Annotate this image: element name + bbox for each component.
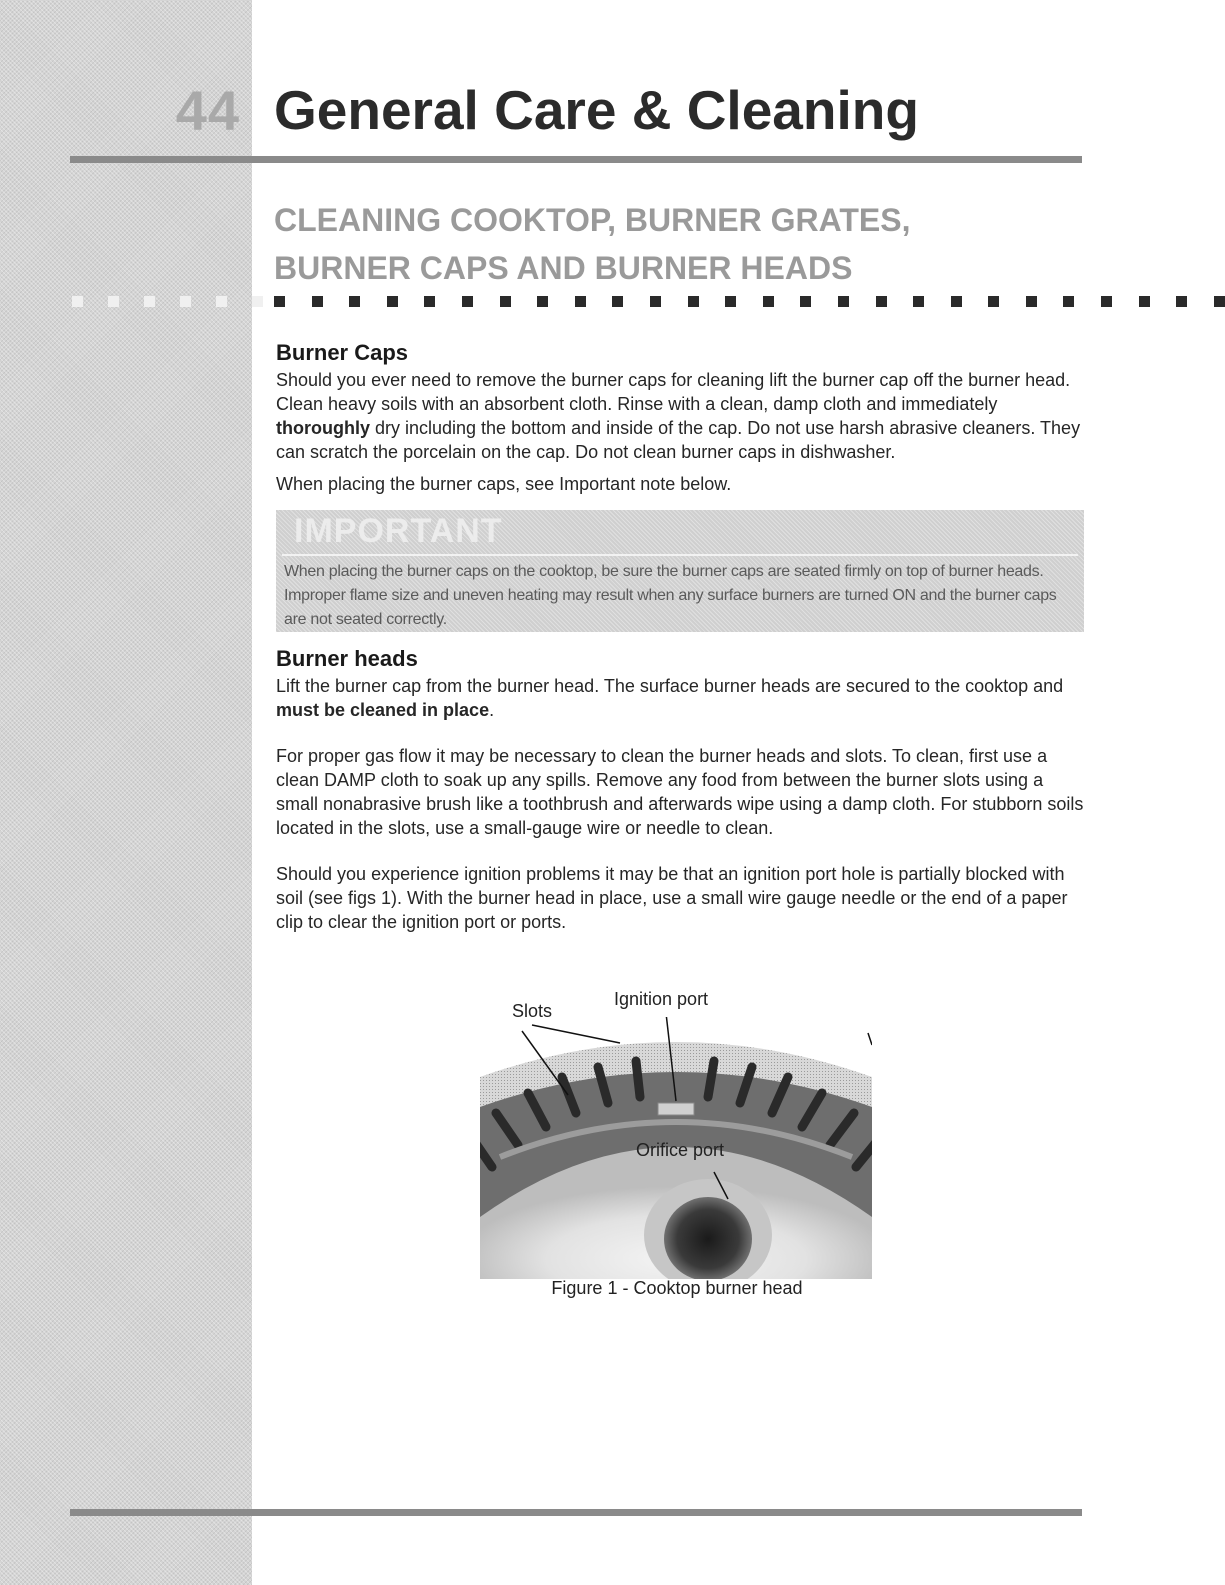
divider-dot xyxy=(612,296,623,307)
header-rule xyxy=(70,156,1082,163)
burner-caps-note: When placing the burner caps, see Important note below. xyxy=(276,474,732,494)
figure-caption: Figure 1 - Cooktop burner head xyxy=(551,1278,803,1298)
divider-dot xyxy=(252,296,263,307)
divider-dot xyxy=(838,296,849,307)
sidebar-dot-divider xyxy=(72,296,263,308)
divider-dot xyxy=(650,296,661,307)
burner-heads-paragraph-1 xyxy=(276,674,1084,722)
burner-caps-heading: Burner Caps xyxy=(276,340,409,365)
divider-dot xyxy=(144,296,155,307)
text-run: Lift the burner cap from the burner head. The surface burner heads are secured to the cooktop and xyxy=(276,676,1064,696)
divider-dot xyxy=(1214,296,1225,307)
section-title: CLEANING COOKTOP, BURNER GRATES, BURNER CAPS AND BURNER HEADS xyxy=(274,202,911,286)
footer-rule xyxy=(70,1509,1082,1516)
burner-heads-heading: Burner heads xyxy=(276,646,418,671)
divider-dot xyxy=(1026,296,1037,307)
chapter-title: General Care & Cleaning xyxy=(274,79,919,141)
divider-dot xyxy=(180,296,191,307)
sidebar-band xyxy=(0,0,252,1585)
text-run: . xyxy=(489,700,495,720)
slots-label: Slots xyxy=(512,1001,553,1021)
divider-dot xyxy=(462,296,473,307)
divider-dot xyxy=(1063,296,1074,307)
ignition-port-label: Ignition port xyxy=(614,989,709,1009)
orifice-port-label: Orifice port xyxy=(636,1140,725,1160)
burner-heads-paragraph-3: Should you experience ignition problems it may be that an ignition port hole is partially blocked with soil (see figs 1). With the burner head in place, use a small wire gauge needle or the end of a paper clip to clear the ignition port or ports. xyxy=(276,864,1068,932)
divider-dot xyxy=(72,296,83,307)
page-number: 44 xyxy=(175,79,240,142)
section-dot-divider xyxy=(274,296,1225,308)
divider-dot xyxy=(1176,296,1187,307)
divider-dot xyxy=(274,296,285,307)
burner-heads-paragraph-2: For proper gas flow it may be necessary to clean the burner heads and slots. To clean, first use a clean DAMP cloth to soak up any spills. Remove any food from between the burner slots using a small nonabrasive brush like a toothbrush and afterwards wipe using a damp cloth. For stubborn soils located in the slots, use a small-gauge wire or needle to clean. xyxy=(276,746,1084,838)
divider-dot xyxy=(800,296,811,307)
divider-dot xyxy=(387,296,398,307)
main-content xyxy=(276,340,1084,934)
divider-dot xyxy=(913,296,924,307)
emphasis-text: thoroughly xyxy=(276,418,370,438)
important-heading: IMPORTANT xyxy=(294,512,503,550)
divider-dot xyxy=(876,296,887,307)
divider-dot xyxy=(763,296,774,307)
burner-caps-paragraph xyxy=(276,368,1084,464)
divider-dot xyxy=(575,296,586,307)
divider-dot xyxy=(1101,296,1112,307)
divider-dot xyxy=(216,296,227,307)
divider-dot xyxy=(424,296,435,307)
divider-dot xyxy=(349,296,360,307)
important-divider xyxy=(282,554,1078,556)
divider-dot xyxy=(108,296,119,307)
divider-dot xyxy=(688,296,699,307)
emphasis-text: must be cleaned in place xyxy=(276,700,490,720)
important-text: When placing the burner caps on the cooktop, be sure the burner caps are seated firmly on top of burner heads. Improper flame size and uneven heating may result when any surface burners are turned ON and the burner caps are not seated correctly. xyxy=(284,563,1057,628)
text-run: Should you ever need to remove the burner caps for cleaning lift the burner cap off the burner head. Clean heavy soils with an absorbent cloth. Rinse with a clean, damp cloth and immediately xyxy=(276,370,1071,414)
divider-dot xyxy=(500,296,511,307)
divider-dot xyxy=(988,296,999,307)
divider-dot xyxy=(312,296,323,307)
divider-dot xyxy=(537,296,548,307)
divider-dot xyxy=(1139,296,1150,307)
divider-dot xyxy=(725,296,736,307)
important-notice xyxy=(276,510,1084,632)
text-run: dry including the bottom and inside of the cap. Do not use harsh abrasive cleaners. They can scratch the porcelain on the cap. Do not clean burner caps in dishwasher. xyxy=(276,418,1081,462)
divider-dot xyxy=(951,296,962,307)
